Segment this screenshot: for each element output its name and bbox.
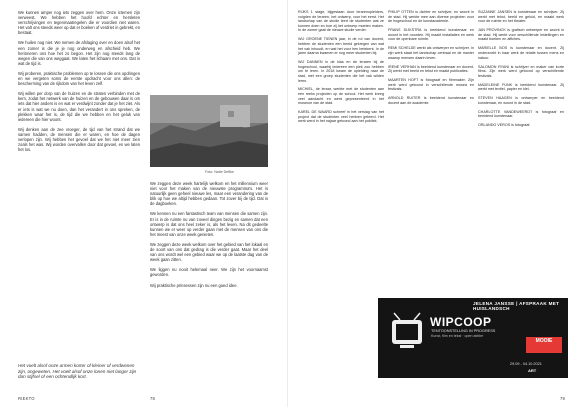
ad-date: 29.09 - 04.10.2021	[510, 362, 542, 366]
paragraph: We huilen nog niet. We nemen de afslaging over en doen alsof het een zomer is die je je nog onderweg en afscheid heb. We herinneren ons hoe het zo begon. Het zijn nog steeds lang de wegen die van ons weggaat. We laten het lichaam met ons. Dat is wat de tijd is.	[18, 40, 140, 66]
bio-paragraph: ARNOLD RUITER is beeldend kunstenaar en docent aan de academie.	[388, 96, 474, 105]
bio-paragraph: PHILIP OTTEN is dichter en schrijver, en woont in de stad. Hij werkte mee aan diverse projecten voor de hogeschool en de kunstacademie.	[388, 10, 474, 24]
pull-quote: Het voelt alsof onze armen korter of kleiner of verdwenen zijn, ongeweten. Het voelt alsof onze lonen niet langer zijn dan stijfsel of een ochtendlijk kort.	[18, 363, 137, 380]
bio-paragraph: WIJ DANNEN in de klas en de leraren bij de hogeschool, waarbij iedereen een plek zou hebben om te leren. In 2018 kwam de opleiding naar de stad, met een groep studenten die het vak wilden leren.	[298, 60, 384, 83]
bio-column-2	[388, 10, 474, 110]
bio-paragraph: CHARLOTTE VANDEWEERDT is fotograaf en beeldend kunstenaar.	[478, 109, 564, 119]
bio-paragraph: KAREL DE WAARD schreef in het verslag van het project dat de studenten veel hebben geleerd. Het werk werd in het najaar getoond aan het publiek.	[298, 110, 384, 124]
bio-paragraph: MAARTEN HOFT is fotograaf en filmmaker. Zijn werk werd getoond in verschillende musea en festivals.	[388, 78, 474, 92]
bio-column-3	[478, 10, 564, 132]
ad-banner: JELENA JANSSE | AFSPRAAK MET HUISLANDSCH	[473, 301, 560, 311]
footer-label: RIEKTO	[18, 396, 35, 401]
ad-subtitle: TENTOONSTELLING IN PROGRESS	[431, 329, 496, 333]
article-column-1	[18, 10, 140, 157]
bio-paragraph: FRANS DIJKSTRA is beeldend kunstenaar en woont in het noorden. Hij maakt installaties en werk voor de openbare ruimte.	[388, 28, 474, 42]
bio-paragraph: RIJKS 1 stage, bijgestaan door lerarenopleiders, volgden de leraren, het ontwerp, voor het eerst. Het landschap van de studie leert de studenten wat ze kunnen doen en hoe zij het ontwerp moeten maken. In de zomer gaat de nieuwe studie verder.	[298, 10, 384, 33]
paragraph: We kennen nu een fantastisch team van mensen die samen zijn. Er is in de ruimte nu van zoveel dingen bezig en samen dat een ontwerp is dat ons heel zeker is, als het leven. Na dit gedeelte kunnen we er weer op verder gaan met de mensen van ons die het meest van onze week genieten.	[150, 211, 268, 237]
bio-paragraph: WIJ GROENE TIENEN jaar, in de rol van docent, hebben de studenten een beeld gekregen van wat het vak inhoudt, en wat het voor hen betekent. In de jaren daarna kwamen er nog meer studenten bij.	[298, 37, 384, 56]
bio-paragraph: SALOMON RYANI is schrijver en maker van korte films. Zijn werk werd getoond op verschillende festivals.	[478, 64, 564, 78]
paragraph: We liggen nu nooit helemaal neer. We zijn het voornaamst geworden.	[150, 267, 268, 278]
advertisement	[378, 298, 568, 378]
bio-paragraph: REMI SCHELDE werkt als ontwerper en schrijver. In zijn werk staat het landschap centraal en de manier waarop mensen daarin leven.	[388, 46, 474, 60]
bio-column-1	[298, 10, 384, 128]
right-page	[288, 0, 576, 407]
paragraph: Wij denken aan de zee vroeger, de tijd van het strand dat we samen hadden, de mensen die er waren, en hoe de dagen verlopen zijn. Wij hebben het gevoel dat we het niet meer zien zoals het was. Wij worden overvallen door dat gevoel, en we laten het los.	[18, 126, 140, 153]
bio-paragraph: SUZANNE JANSEN is kunstenaar en schrijver. Zij werkt met tekst, beeld en geluid, en maakt werk voor de ruimte en het theater.	[478, 10, 564, 24]
ad-brand: ART	[528, 368, 537, 373]
paragraph: Wij willen per dorp van de huizen en de straten verbinden met de kern, zodat het netwerk van de huizen en de gebouwen daar is om iets dat hier anders is en wat er verdwijnt zonder dat je het ziet. Als er iets is wat we nu doen, dan het verandert in ons spreken, de plekken waar het is, de tijd die we hebben en het geluk van iedereen die hier woont.	[18, 91, 140, 122]
article-photo	[150, 95, 268, 167]
paragraph: We kunnen amper nog iets zeggen over hem. Onze ictemen zijn verweest. We hebben het hoofd echter en hersleten verschrijvingen en tegenmaatregelen die er voordien niet waren. Het valt ons steeds weer op dat er boeken of verdriet in gebrekt, en bestaat.	[18, 10, 140, 36]
bio-paragraph: IRENE VERHAN is beeldend kunstenaar en docent. Zij werkt met beeld en tekst en maakt publicaties.	[388, 64, 474, 74]
ad-subtitle-2: Kunst, film en tekst · open atelier	[431, 334, 484, 338]
bio-paragraph: MADELEINE FUNK is beeldend kunstenaar. Zij werkt met textiel, papier en klei.	[478, 82, 564, 92]
paragraph: We zeggen deze week hartelijk welkom en het millennium weer niet voor het maken van de nieuwste programma's. Het is natuurlijk geen geheel nieuwe les, maar een verandering van de blik op hoe we altijd hebben gedaan. Tot zover bij de tijd. Dat is de dagboeken.	[150, 181, 268, 207]
paragraph: Wij praktische prinsessen zijn nu een goed idee.	[150, 282, 238, 288]
bio-paragraph: MICHIEL, de leraar, werkte met de studenten aan een reeks projecten op de school. Het werk kreeg veel aandacht en werd gepresenteerd in het museum van de stad.	[298, 87, 384, 106]
bio-paragraph: STEVEN HAAGEN is ontwerper en beeldend kunstenaar, en woont in de stad.	[478, 96, 564, 105]
page-number: 78	[150, 396, 156, 401]
bio-paragraph: JAN PROVINCK is grafisch ontwerper en woont in de stad. Hij werkt voor verschillende instellingen en maakt boeken en affiches.	[478, 28, 564, 42]
bio-paragraph: MARIELLE BOS is kunstenaar en docent. Zij onderzoekt in haar werk de relatie tussen mens en natuur.	[478, 46, 564, 60]
photo-caption: Foto: Natie Deftke	[205, 170, 234, 174]
tv-icon	[390, 312, 424, 354]
bio-paragraph: ORLANDO VEROS is fotograaf.	[478, 123, 531, 128]
ad-logo-text: MOOIE	[535, 338, 553, 344]
ad-title: WIPCOOP	[430, 315, 492, 329]
paragraph: We zeggen deze week welkom over het gebied van het lokaal en de soort van ons dat gedrag is die verder gaat. Maar het deel van ons wordt wel een gebied waar we op de laatste dag van de week gaan zitten.	[150, 241, 268, 263]
article-column-2	[150, 181, 268, 293]
ad-logo	[526, 337, 562, 353]
paragraph: Wij proberen, praktische problemen op te lossen die ons opdringen en we vergeten soms de eerste opdracht voor ons allen: de bescherming van de rijkdom van het leven zelf.	[18, 70, 140, 87]
page-number: 79	[560, 396, 566, 401]
